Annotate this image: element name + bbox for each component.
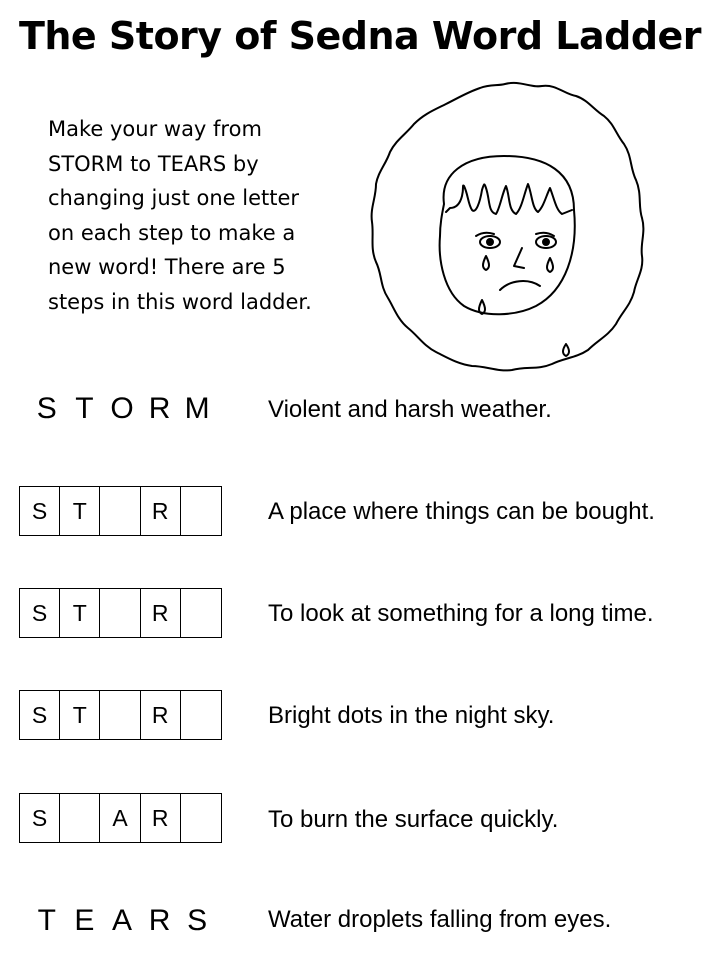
start-letter: M (184, 392, 210, 425)
step-1-letter-grid (19, 486, 222, 536)
start-clue: Violent and harsh weather. (268, 396, 552, 423)
instructions-text: Make your way from STORM to TEARS by changing just one letter on each step to make a new word! There are 5 steps in this word ladder. (48, 117, 312, 314)
step-4-clue: To burn the surface quickly. (268, 806, 559, 833)
step-4-letter-grid (19, 793, 222, 843)
start-word (28, 392, 228, 426)
letter-cell[interactable] (181, 589, 221, 637)
page-title: The Story of Sedna Word Ladder (18, 14, 702, 58)
letter-cell[interactable]: R (141, 691, 181, 739)
letter-cell[interactable]: T (60, 589, 100, 637)
end-word (28, 904, 228, 938)
letter-cell[interactable]: S (20, 794, 60, 842)
letter-cell[interactable] (100, 589, 140, 637)
letter-cell[interactable] (100, 487, 140, 535)
step-3-letter-grid (19, 690, 222, 740)
letter-cell[interactable] (181, 487, 221, 535)
letter-cell[interactable]: T (60, 487, 100, 535)
start-letter: R (148, 392, 171, 425)
start-letter: S (36, 392, 57, 425)
letter-cell[interactable]: S (20, 691, 60, 739)
letter-cell[interactable] (100, 691, 140, 739)
step-1-clue: A place where things can be bought. (268, 498, 655, 525)
letter-cell[interactable]: T (60, 691, 100, 739)
step-3-clue: Bright dots in the night sky. (268, 702, 555, 729)
end-letter: A (111, 904, 132, 937)
end-clue: Water droplets falling from eyes. (268, 906, 612, 933)
letter-cell[interactable] (181, 691, 221, 739)
letter-cell[interactable]: A (100, 794, 140, 842)
letter-cell[interactable]: S (20, 589, 60, 637)
crying-face-fur-hood-icon (360, 76, 650, 376)
start-letter: T (75, 392, 94, 425)
letter-cell[interactable]: R (141, 589, 181, 637)
letter-cell[interactable]: R (141, 487, 181, 535)
step-2-clue: To look at something for a long time. (268, 600, 654, 627)
end-letter: S (187, 904, 208, 937)
start-letter: O (110, 392, 134, 425)
end-letter: R (148, 904, 171, 937)
letter-cell[interactable]: R (141, 794, 181, 842)
end-letter: E (74, 904, 95, 937)
letter-cell[interactable] (60, 794, 100, 842)
letter-cell[interactable] (181, 794, 221, 842)
step-2-letter-grid (19, 588, 222, 638)
end-letter: T (37, 904, 56, 937)
letter-cell[interactable]: S (20, 487, 60, 535)
